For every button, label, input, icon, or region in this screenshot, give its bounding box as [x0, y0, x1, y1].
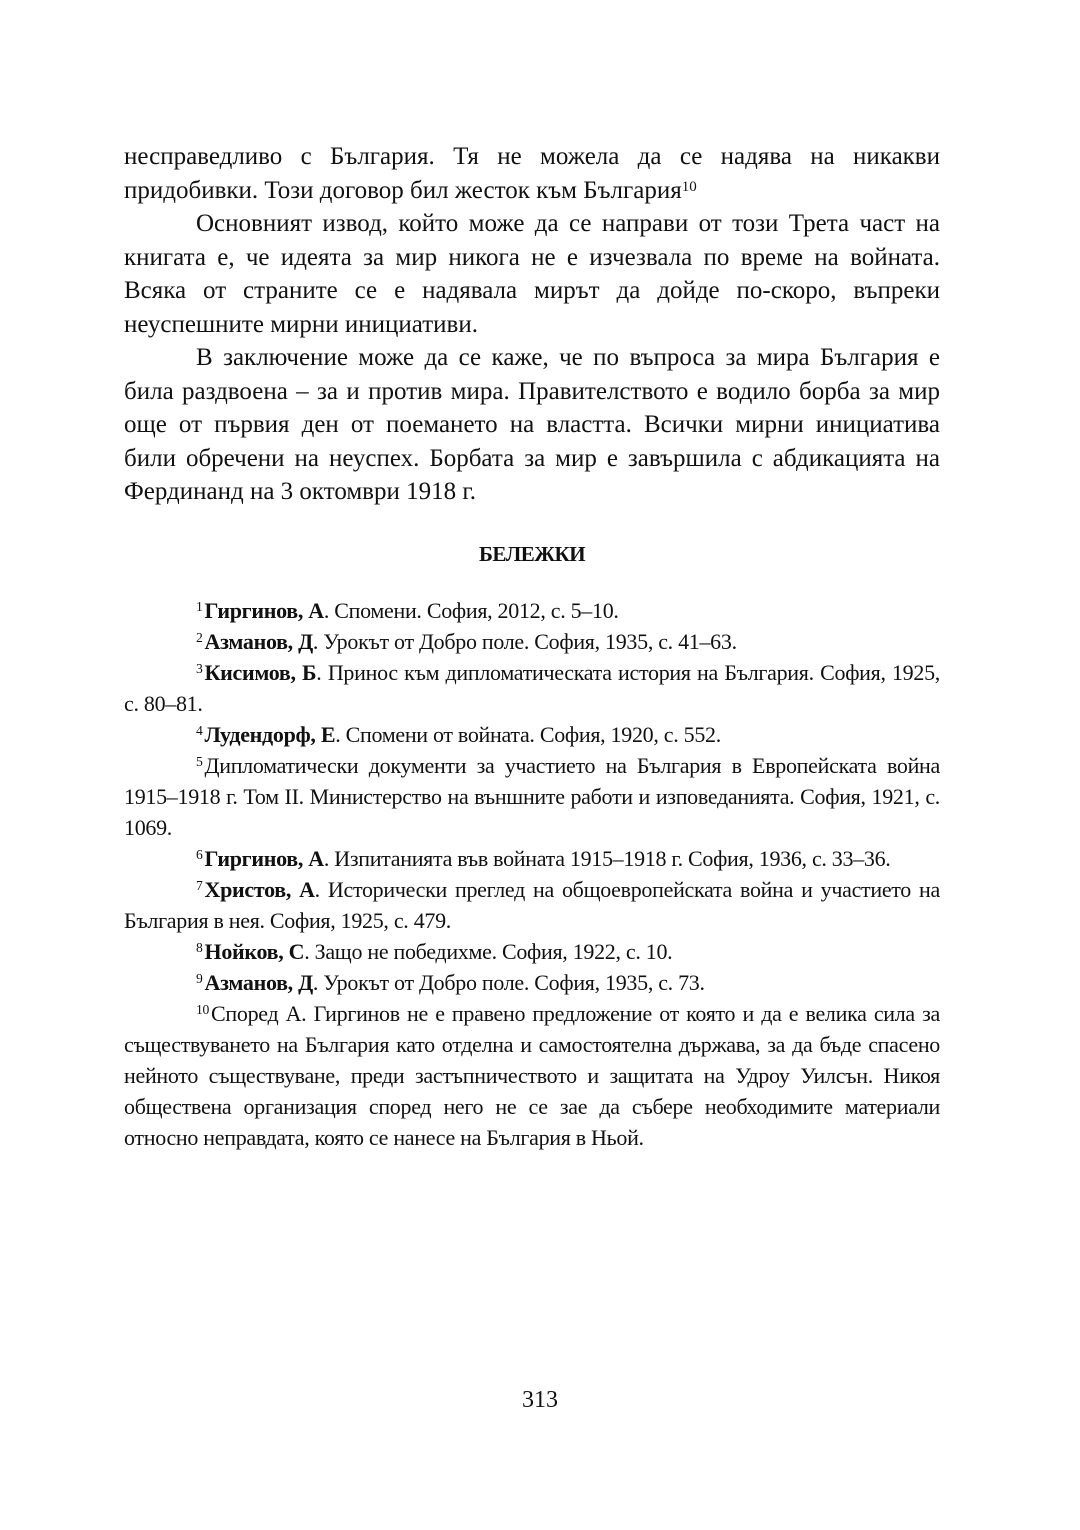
note-number: 10 [196, 1002, 210, 1018]
note-number: 2 [196, 630, 203, 646]
body-text [124, 140, 940, 509]
note-author: Христов, А [204, 876, 315, 902]
note-3 [124, 657, 940, 719]
note-number: 1 [196, 599, 203, 615]
note-1 [124, 595, 940, 626]
note-text: . Изпитанията във войната 1915–1918 г. София, 1936, с. 33–36. [323, 845, 891, 871]
note-text: . Урокът от Добро поле. София, 1935, с. 41–63. [312, 628, 737, 654]
note-4 [124, 719, 940, 750]
note-author: Гиргинов, А [204, 845, 324, 871]
note-9 [124, 967, 940, 998]
note-number: 9 [196, 971, 203, 987]
body-paragraph-1 [124, 140, 940, 207]
note-text: . Исторически преглед на общоевропейската война и участието на България в нея. София, 1925, с. 479. [124, 876, 940, 933]
note-text: . Урокът от Добро поле. София, 1935, с. 73. [312, 969, 705, 995]
note-number: 7 [196, 878, 203, 894]
note-8 [124, 936, 940, 967]
body-paragraph-1-text: несправедливо с България. Тя не можела да се надява на никакви придобивки. Този договор бил жесток към България [124, 143, 940, 204]
note-text: . Защо не победихме. София, 1922, с. 10. [304, 938, 673, 964]
note-text: Дипломатически документи за участието на България в Европейската война 1915–1918 г. Том II. Министерство на външните работи и изповеданията. София, 1921, с. 1069. [124, 752, 940, 840]
note-number: 8 [196, 940, 203, 956]
page-content [124, 140, 940, 1153]
notes-list [124, 595, 940, 1153]
note-author: Азманов, Д [204, 969, 313, 995]
body-paragraph-3: В заключение може да се каже, че по въпроса за мира България е била раздвоена – за и против мира. Правителството е водило борба за мир още от първия ден от поемането на властта. Всички мирни инициатива били обречени на неуспех. Борбата за мир е завършила с абдикацията на Фердинанд на 3 октомври 1918 г. [124, 344, 940, 505]
note-text: . Спомени. София, 2012, с. 5–10. [323, 597, 619, 623]
note-2 [124, 626, 940, 657]
note-10 [124, 998, 940, 1153]
page-number: 313 [522, 1387, 558, 1413]
note-author: Лудендорф, Е [204, 721, 336, 747]
note-number: 4 [196, 723, 203, 739]
footnote-ref-10: 10 [681, 178, 697, 195]
notes-heading: БЕЛЕЖКИ [478, 541, 586, 566]
note-text: . Спомени от войната. София, 1920, с. 552. [335, 721, 721, 747]
note-number: 6 [196, 847, 203, 863]
note-7 [124, 874, 940, 936]
note-number: 3 [196, 661, 203, 677]
note-6 [124, 843, 940, 874]
note-author: Азманов, Д [204, 628, 313, 654]
note-author: Нойков, С [204, 938, 305, 964]
note-author: Кисимов, Б [204, 659, 317, 685]
note-text: Според А. Гиргинов не е правено предложение от която и да е велика сила за съществуването на България като отделна и самостоятелна държава, за да бъде спасено нейното съществуване, преди застъпничеството и защитата на Удроу Уилсън. Никоя обществена организация според него не се зае да събере необходимите материали относно неправдата, която се нанесе на България в Ньой. [124, 1000, 940, 1150]
note-5 [124, 750, 940, 843]
note-text: . Принос към дипломатическата история на България. София, 1925, с. 80–81. [124, 659, 940, 716]
note-author: Гиргинов, А [204, 597, 324, 623]
note-number: 5 [196, 754, 203, 770]
body-paragraph-2: Основният извод, който може да се направи от този Трета част на книгата е, че идеята за мир никога не е изчезвала по време на войната. Всяка от страните се е надявала мирът да дойде по-скоро, въпреки неуспешните мирни инициативи. [124, 210, 940, 338]
